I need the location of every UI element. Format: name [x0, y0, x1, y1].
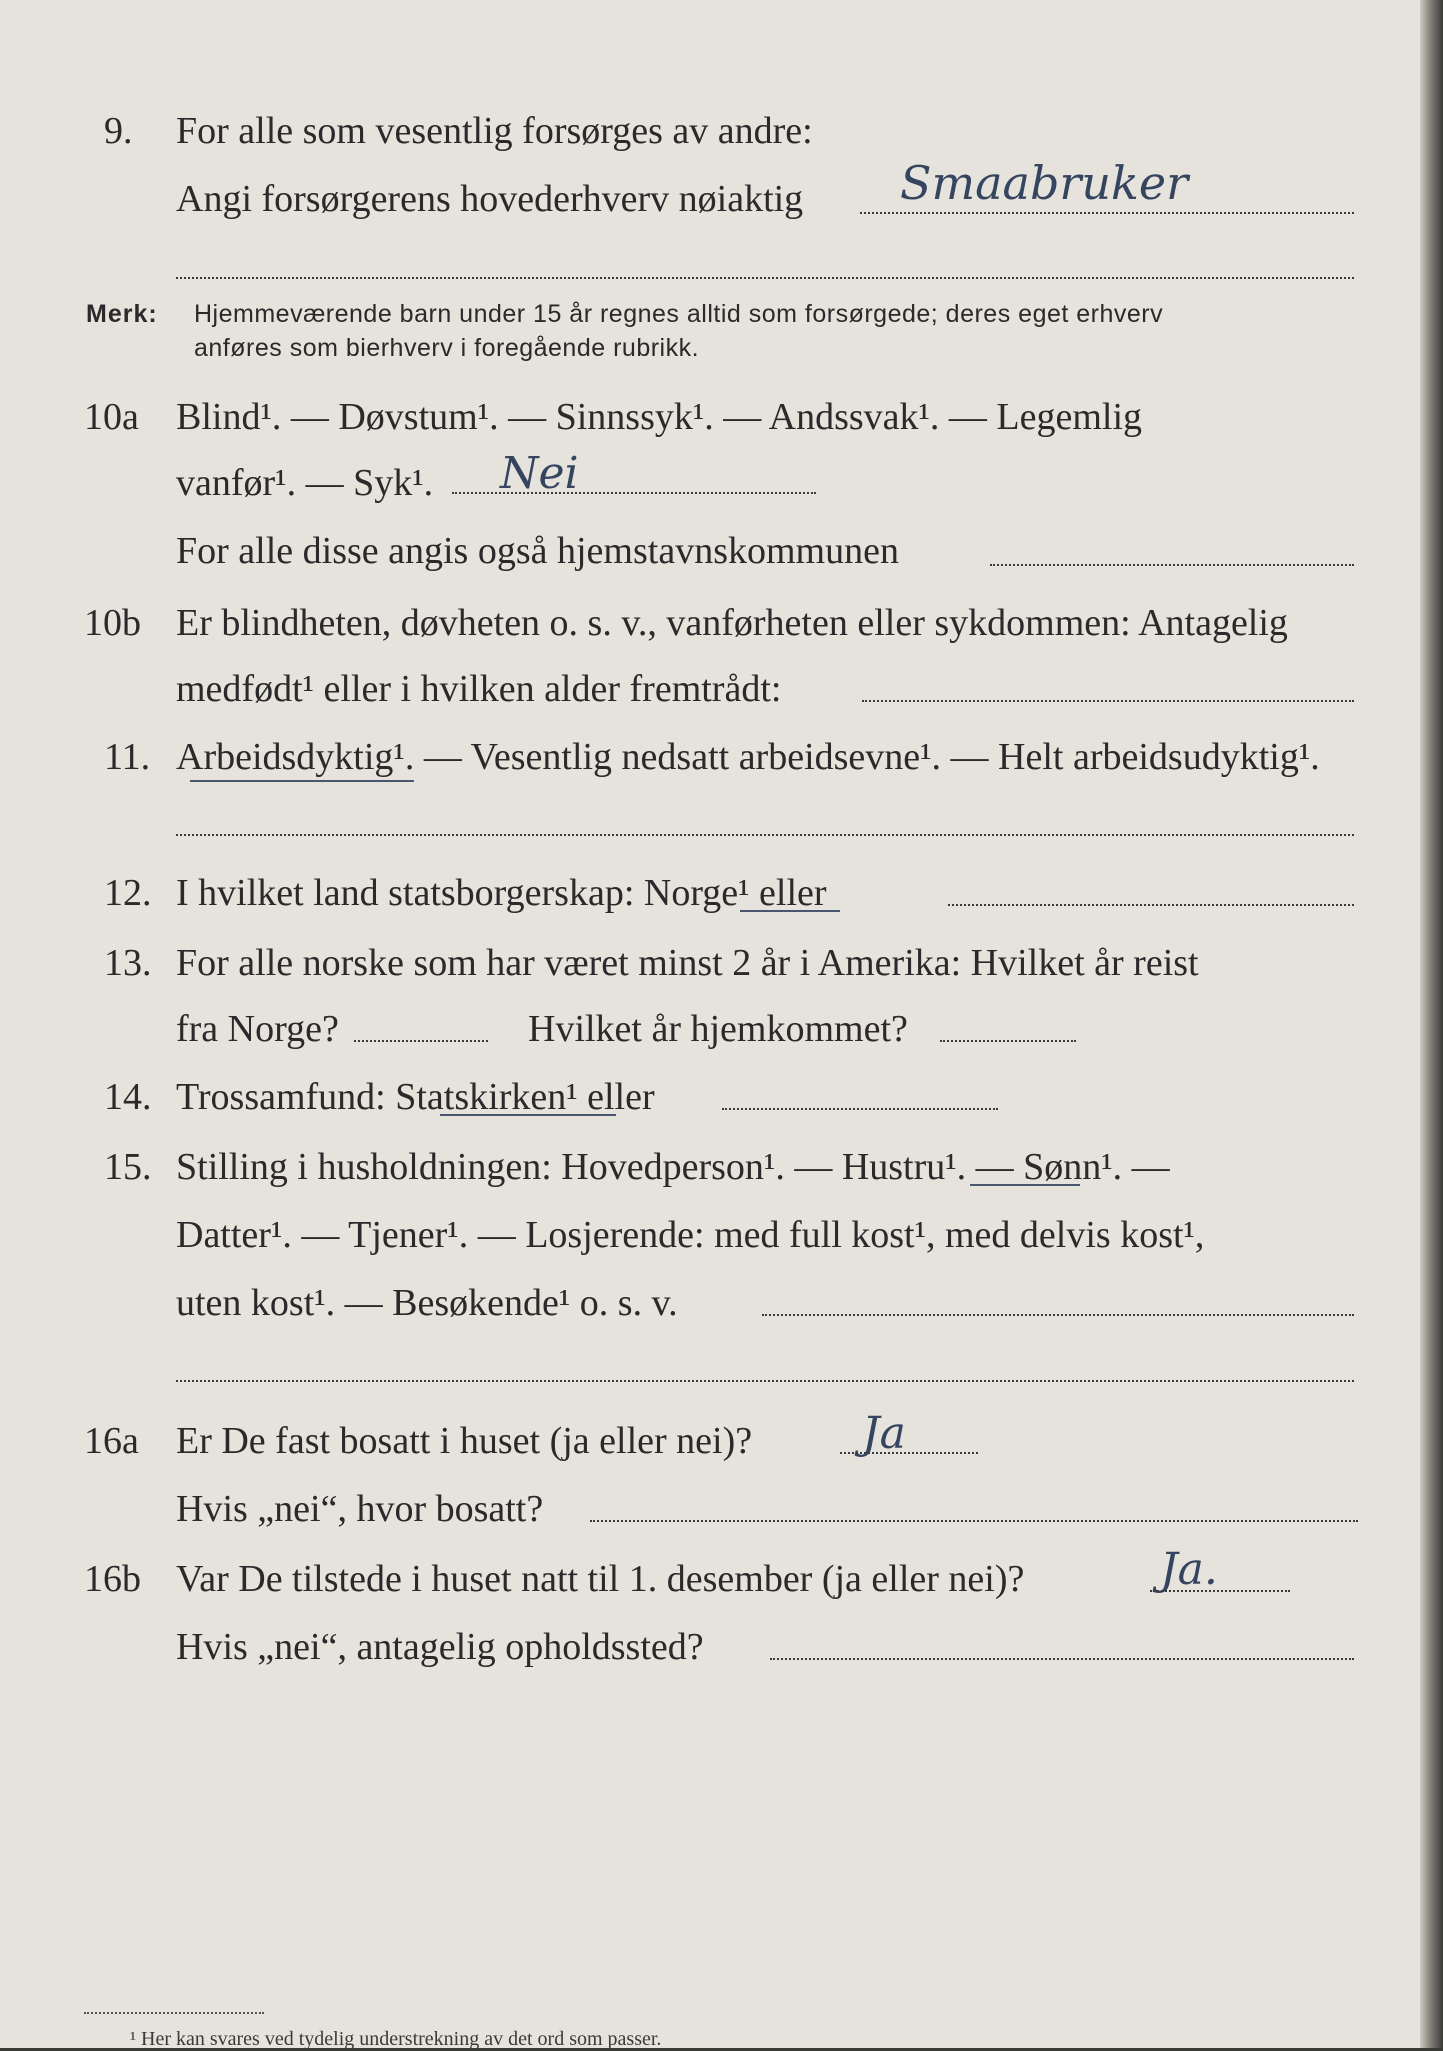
q10a-text-2: vanfør¹. — Syk¹. [176, 462, 434, 504]
q10b-text-2: medfødt¹ eller i hvilken alder fremtrådt: [176, 668, 782, 710]
q10a-answer-handwritten: Nei [500, 448, 579, 499]
q15-text-3: uten kost¹. — Besøkende¹ o. s. v. [176, 1282, 678, 1324]
merk-text-2: anføres som bierhverv i foregående rubrikk. [194, 334, 700, 362]
q16b-answer-handwritten: Ja. [1160, 1544, 1218, 1595]
q10a-number: 10a [84, 396, 139, 438]
merk-label: Merk: [86, 300, 158, 328]
q16a-text-1: Er De fast bosatt i huset (ja eller nei)? [176, 1420, 753, 1462]
q16a-answer-line[interactable] [840, 1452, 978, 1454]
q16a-number: 16a [84, 1420, 139, 1462]
q16a-text-2: Hvis „nei“, hvor bosatt? [176, 1488, 544, 1530]
q14-text-1: Trossamfund: Statskirken¹ eller [176, 1076, 655, 1118]
q12-underline-norge [740, 910, 840, 912]
q15-text-2: Datter¹. — Tjener¹. — Losjerende: med full kost¹, med delvis kost¹, [176, 1214, 1205, 1256]
q12-number: 12. [104, 872, 152, 914]
q9-answer-handwritten: Smaabruker [900, 156, 1189, 210]
q9-extra-line[interactable] [176, 277, 1354, 279]
q15-number: 15. [104, 1146, 152, 1188]
page-edge [1420, 0, 1443, 2048]
q11-underline-arbeidsdyktig [190, 780, 414, 782]
q16b-text-1: Var De tilstede i huset natt til 1. desember (ja eller nei)? [176, 1558, 1025, 1600]
q15-text-1: Stilling i husholdningen: Hovedperson¹. — Hustru¹. — Sønn¹. — [176, 1146, 1170, 1188]
q14-underline-statskirken [440, 1114, 616, 1116]
q10a-answer-line[interactable] [452, 492, 816, 494]
q14-number: 14. [104, 1076, 152, 1118]
q9-text-1: For alle som vesentlig forsørges av andre: [176, 110, 813, 152]
q16a-answer-handwritten: Ja [862, 1408, 906, 1459]
q13-number: 13. [104, 942, 152, 984]
q10b-text-1: Er blindheten, døvheten o. s. v., vanførheten eller sykdommen: Antagelig [176, 602, 1288, 644]
q14-answer-line[interactable] [722, 1108, 998, 1110]
q15-extra-line[interactable] [176, 1380, 1354, 1382]
q12-answer-line[interactable] [948, 904, 1354, 906]
footnote: ¹ Her kan svares ved tydelig understrekning av det ord som passer. [130, 2028, 662, 2050]
q15-answer-line[interactable] [762, 1314, 1354, 1316]
q11-extra-line[interactable] [176, 834, 1354, 836]
q10b-number: 10b [84, 602, 141, 644]
q16b-opholdssted-line[interactable] [770, 1658, 1354, 1660]
q9-text-2: Angi forsørgerens hovederhverv nøiaktig [176, 178, 804, 220]
q10a-kommune-line[interactable] [990, 564, 1354, 566]
q10b-answer-line[interactable] [862, 700, 1354, 702]
q9-number: 9. [104, 110, 133, 152]
q16b-text-2: Hvis „nei“, antagelig opholdssted? [176, 1626, 704, 1668]
q15-underline-hustru [970, 1184, 1080, 1186]
q16b-answer-line[interactable] [1150, 1590, 1290, 1592]
merk-text-1: Hjemmeværende barn under 15 år regnes alltid som forsørgede; deres eget erhverv [194, 300, 1164, 328]
q13-text-2a: fra Norge? [176, 1008, 339, 1050]
q13-hjemkommet-line[interactable] [940, 1040, 1076, 1042]
q9-answer-line[interactable] [860, 212, 1354, 214]
q10a-text-3: For alle disse angis også hjemstavnskommunen [176, 530, 899, 572]
q13-text-1: For alle norske som har været minst 2 år i Amerika: Hvilket år reist [176, 942, 1199, 984]
q11-number: 11. [104, 736, 151, 778]
q10a-text-1: Blind¹. — Døvstum¹. — Sinnssyk¹. — Andssvak¹. — Legemlig [176, 396, 1143, 438]
q16b-number: 16b [84, 1558, 141, 1600]
q11-text-1: Arbeidsdyktig¹. — Vesentlig nedsatt arbeidsevne¹. — Helt arbeidsudyktig¹. [176, 736, 1320, 778]
footnote-rule [84, 2012, 264, 2014]
q13-text-2b: Hvilket år hjemkommet? [528, 1008, 908, 1050]
q16a-bosatt-line[interactable] [590, 1520, 1358, 1522]
q13-reist-line[interactable] [354, 1040, 488, 1042]
q12-text-1: I hvilket land statsborgerskap: Norge¹ eller [176, 872, 827, 914]
